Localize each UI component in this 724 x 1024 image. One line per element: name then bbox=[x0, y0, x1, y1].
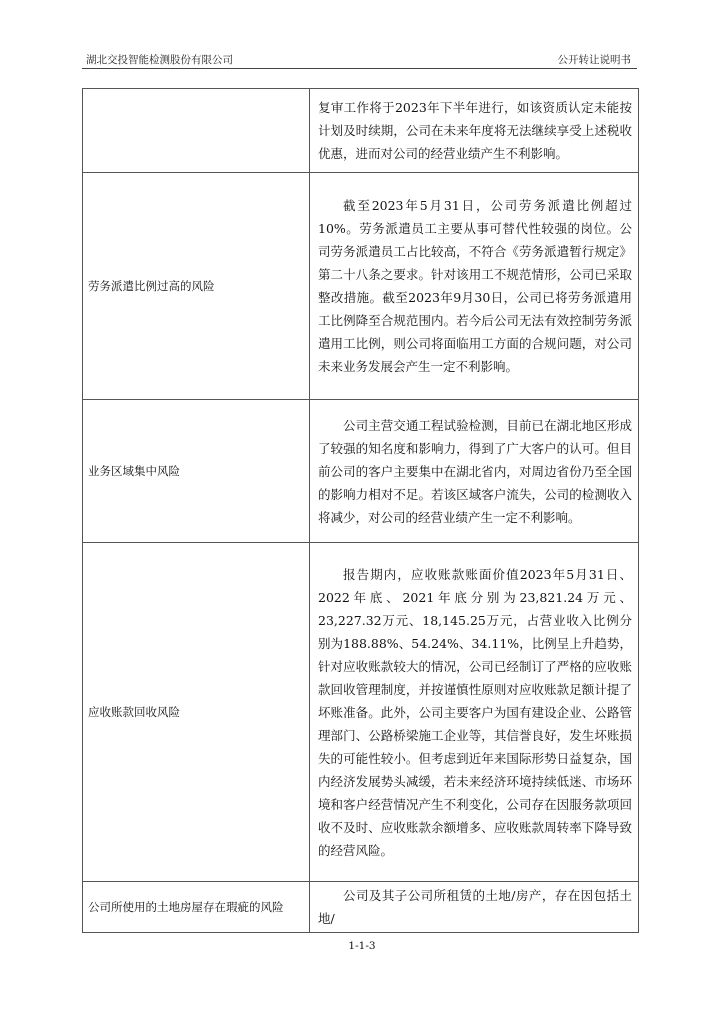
risk-name-cell bbox=[83, 89, 310, 173]
table-row bbox=[83, 89, 639, 173]
risk-description-cell: 报告期内，应收账款账面价值2023年5月31日、2022年底、2021年底分别为23,821.24万元、23,227.32万元、18,145.25万元，占营业收入比例分别为188.88%、54.24%、34.11%，比例呈上升趋势，针对应收账款较大的情况，公司已经制订了严格的应收账款回收管理制度，并按谨慎性原则对应收账款足额计提了坏账准备。此外，公司主要客户为国有建设企业、公路管理部门、公路桥梁施工企业等，其信誉良好，发生坏账损失的可能性较小。但考虑到近年来国际形势日益复杂，国内经济发展势头减缓，若未来经济环境持续低迷、市场环境和客户经营情况产生不利变化，公司存在因服务款项回收不及时、应收账款余额增多、应收账款周转率下降导致的经营风险。 bbox=[310, 543, 639, 882]
risk-description-cell: 截至2023年5月31日，公司劳务派遣比例超过10%。劳务派遣员工主要从事可替代性较强的岗位。公司劳务派遣员工占比较高，不符合《劳务派遣暂行规定》第二十八条之要求。针对该用工不规范情形，公司已采取整改措施。截至2023年9月30日，公司已将劳务派遣用工比例降至合规范围内。若今后公司无法有效控制劳务派遣用工比例，则公司将面临用工方面的合规问题，对公司未来业务发展会产生一定不利影响。 bbox=[310, 173, 639, 400]
page-header bbox=[82, 50, 637, 69]
table-row bbox=[83, 543, 639, 882]
risk-description-cell: 复审工作将于2023年下半年进行，如该资质认定未能按计划及时续期，公司在未来年度将无法继续享受上述税收优惠，进而对公司的经营业绩产生不利影响。 bbox=[310, 89, 639, 173]
table-row bbox=[83, 400, 639, 543]
risk-table bbox=[82, 88, 639, 933]
header-company-name: 湖北交投智能检测股份有限公司 bbox=[86, 54, 233, 66]
table-row bbox=[83, 882, 639, 933]
table-row bbox=[83, 173, 639, 400]
page-number: 1-1-3 bbox=[348, 940, 376, 952]
risk-name-cell: 劳务派遣比例过高的风险 bbox=[83, 173, 310, 400]
risk-name-cell: 公司所使用的土地房屋存在瑕疵的风险 bbox=[83, 882, 310, 933]
risk-name-cell: 业务区域集中风险 bbox=[83, 400, 310, 543]
header-document-title: 公开转让说明书 bbox=[557, 54, 631, 66]
risk-name-cell: 应收账款回收风险 bbox=[83, 543, 310, 882]
risk-description-cell: 公司主营交通工程试验检测，目前已在湖北地区形成了较强的知名度和影响力，得到了广大客户的认可。但目前公司的客户主要集中在湖北省内，对周边省份乃至全国的影响力相对不足。若该区域客户流失，公司的检测收入将减少，对公司的经营业绩产生一定不利影响。 bbox=[310, 400, 639, 543]
risk-description-cell: 公司及其子公司所租赁的土地/房产，存在因包括土地/ bbox=[310, 882, 639, 933]
